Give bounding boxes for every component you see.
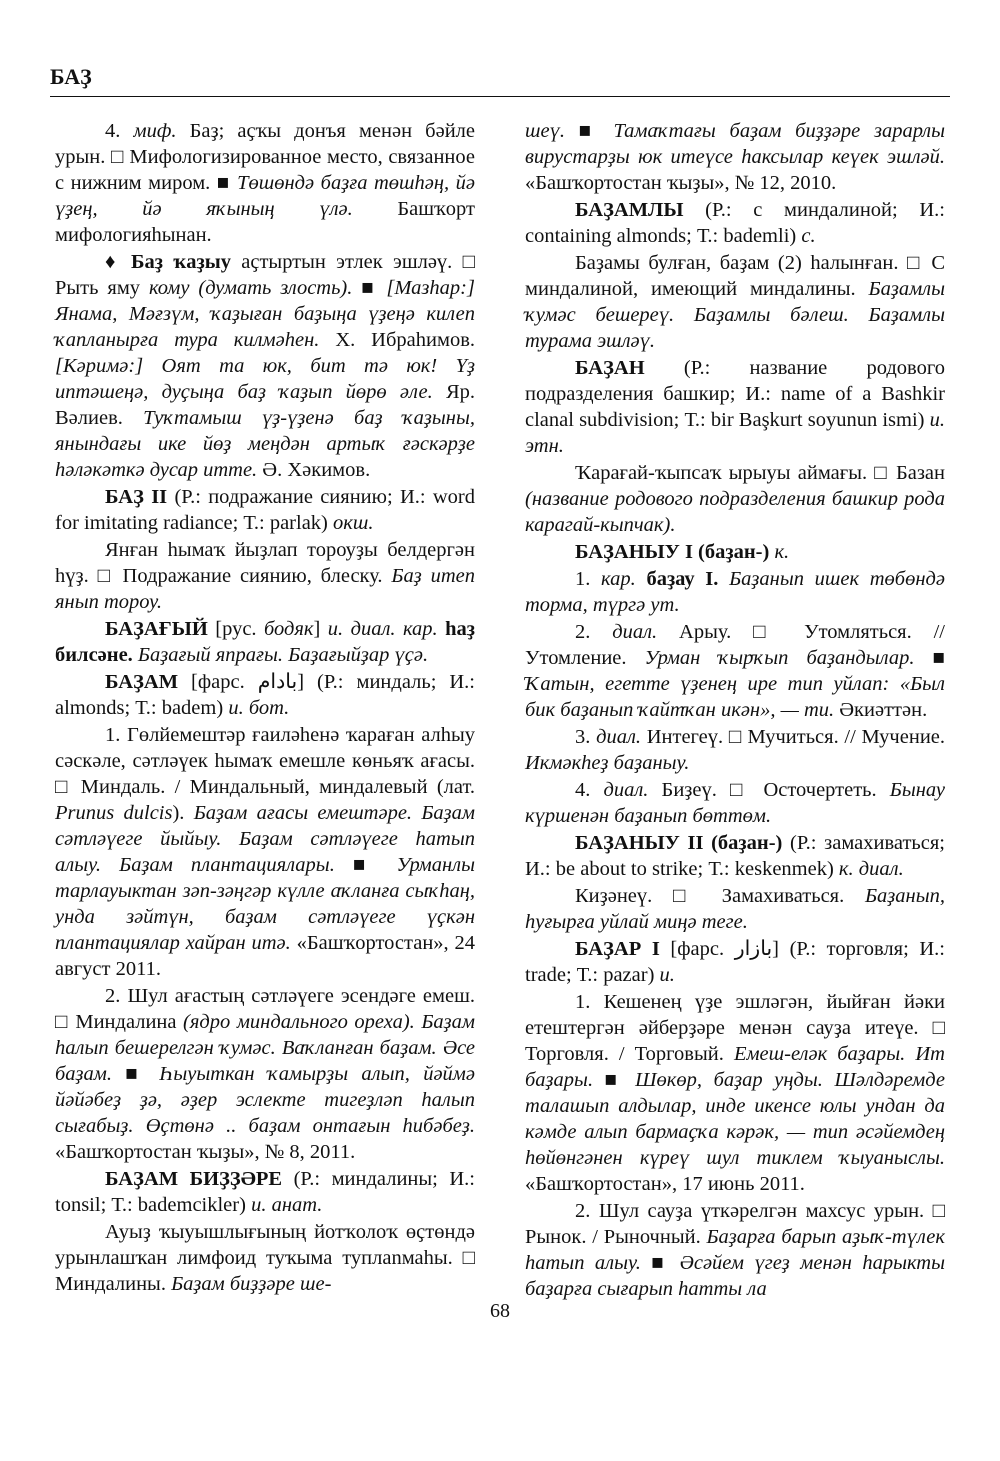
italic-text: с. bbox=[801, 225, 816, 247]
dictionary-entry bbox=[525, 250, 945, 354]
entry-text: ■ bbox=[334, 854, 397, 876]
italic-text: Prunus dulcis bbox=[55, 802, 173, 824]
italic-text: Ҡатын, егетте үҙенең ире тип уйлап: «Был бик баҙанып ҡайтҡан икән», — ти. bbox=[525, 673, 945, 721]
left-column bbox=[55, 118, 475, 1298]
dictionary-entry bbox=[525, 566, 945, 618]
dictionary-entry bbox=[525, 724, 945, 776]
entry-text: (Р.: с миндалиной; И.: containing almonds; Т.: bademli) bbox=[525, 199, 945, 247]
headword: БАҘАН bbox=[575, 357, 645, 379]
entry-text: «Башҡортостан», 24 август 2011. bbox=[55, 932, 475, 980]
dictionary-entry bbox=[525, 777, 945, 829]
entry-text: 3. bbox=[575, 726, 597, 748]
dictionary-entry bbox=[525, 460, 945, 538]
dictionary-entry bbox=[55, 1219, 475, 1297]
italic-text: шеү. bbox=[525, 120, 565, 142]
headword: БАҘАНЫУ I (баҙан-) bbox=[575, 541, 770, 563]
entry-text: ■ bbox=[640, 1252, 680, 1274]
entry-text: «Башҡортостан», 17 июнь 2011. bbox=[525, 1173, 805, 1195]
running-head: БАҘ bbox=[50, 64, 92, 89]
italic-text: и. bbox=[659, 964, 675, 986]
entry-text: Ауыҙ ҡыуышлығының йотҡолоҡ өҫтөндә урынлашҡан лимфоид туҡыма туплanмаһы. □ Миндалины. bbox=[55, 1221, 475, 1295]
italic-text: кар. bbox=[601, 568, 636, 590]
entry-text: 1. Кешенең үҙе эшләгән, йыйған йәки етештергән әйберҙәре менән сауҙа итеүе. □ Торговля. / Торговый. bbox=[525, 991, 945, 1065]
dictionary-entry bbox=[55, 616, 475, 668]
italic-text: и. бот. bbox=[228, 697, 290, 719]
entry-text: ■ bbox=[914, 647, 945, 669]
entry-text: 2. bbox=[575, 621, 613, 643]
italic-text: Әсәйем үгеҙ менән һарыкты баҙарға сығарып һатты ла bbox=[525, 1252, 945, 1300]
headword: БАҘАМЛЫ bbox=[575, 199, 684, 221]
italic-text: Урман ҡырҡып баҙандылар. bbox=[644, 647, 915, 669]
entry-text: (Р.: подражание сиянию; И.: word for imitating radiance; Т.: parlak) bbox=[55, 486, 475, 534]
dictionary-entry bbox=[525, 1198, 945, 1302]
entry-text: [рус. bbox=[207, 618, 264, 640]
entry-text: ] bbox=[313, 618, 328, 640]
dictionary-entry bbox=[525, 197, 945, 249]
italic-text: Баҙамлы ҡумәс бешереү. Баҙамлы бәлеш. Баҙамлы турама эшләү. bbox=[525, 278, 945, 352]
entry-text: [фарс. بادام] (Р.: миндаль; И.: almonds; Т.: badem) bbox=[55, 671, 476, 719]
entry-text: Баҙамы булған, баҙам (2) һалынған. □ С миндалиной, имеющий миндалины. bbox=[525, 252, 945, 300]
entry-text bbox=[438, 618, 445, 640]
dictionary-entry bbox=[55, 249, 475, 483]
headword: БАҘАР I bbox=[575, 938, 660, 960]
italic-text: миф. bbox=[133, 120, 177, 142]
italic-text: Төшөндә баҙға төшһәң, йә үҙең, йә яҡының үлә. bbox=[55, 172, 475, 220]
headword: БАҘАМ БИҘҘӘРЕ bbox=[105, 1168, 283, 1190]
headword: БАҘ II bbox=[105, 486, 168, 508]
header-rule bbox=[50, 96, 950, 97]
entry-text: Интегеү. □ Мучиться. // Мучение. bbox=[641, 726, 946, 748]
italic-text: кому (думать злость). bbox=[148, 277, 353, 299]
dictionary-entry bbox=[525, 539, 945, 565]
entry-text: Янған һымаҡ йыҙлап тороуҙы белдергән һүҙ. □ Подражание сиянию, блеску. bbox=[55, 539, 475, 587]
dictionary-entry bbox=[55, 537, 475, 615]
italic-text: Тамаҡтағы баҙам биҙҙәре зарарлы вирустарҙы юк итеүсе һаксылар кеүек эшләй. bbox=[525, 120, 945, 168]
dictionary-entry bbox=[525, 883, 945, 935]
entry-text: Х. Ибраһимов. bbox=[319, 329, 476, 351]
dictionary-entry bbox=[525, 936, 945, 988]
entry-text: [фарс. بازار] (Р.: торговля; И.: trade; Т.: pazar) bbox=[525, 938, 945, 986]
entry-text: «Башҡортостан ҡыҙы», № 8, 2011. bbox=[55, 1141, 356, 1163]
entry-text: Биҙеү. □ Осточертеть. bbox=[648, 779, 890, 801]
italic-text: Баҙ итеп янып тороу. bbox=[55, 565, 475, 613]
italic-text: Баҙанып ишек төбөндә торма, түргә ут. bbox=[525, 568, 945, 616]
italic-text: (ядро миндального ореха). Баҙам һалып бешерелгән ҡумәс. Ваҡланған баҙам. Әсе баҙам. bbox=[55, 1011, 475, 1085]
headword: БАҘАМ bbox=[105, 671, 179, 693]
entry-text: Башҡорт мифологияһынан. bbox=[55, 198, 475, 246]
entry-text: ■ bbox=[564, 120, 614, 142]
entry-text: (Р.: название родового подразделения башкир; И.: name of a Bashkir clanal subdivision; Т.: bir Başkurt soyunun ismi) bbox=[525, 357, 945, 431]
italic-text: (название родового подразделения башкир рода карагай-кыпчак). bbox=[525, 488, 945, 536]
entry-text: аҫтыртын этлек эшләү. □ Рыть яму bbox=[55, 251, 475, 299]
headword: баҙау I. bbox=[646, 568, 719, 590]
entry-text: Ә. Хәкимов. bbox=[257, 459, 371, 481]
entry-text: Баҙ; аҫҡы донъя менән бәйле урын. □ Мифологизированное место, связанное с нижним миром. ■ bbox=[55, 120, 476, 194]
italic-text: Баҙанып, һуғырға уйлай миңә теге. bbox=[525, 885, 945, 933]
dictionary-entry bbox=[55, 118, 475, 248]
italic-text: диал. bbox=[612, 621, 658, 643]
entry-text: 2. Шул сауҙа үткәрелгән махсус урын. □ Рынок. / Рыночный. bbox=[525, 1200, 945, 1248]
italic-text: Баҙам ағасы емештәре. Баҙам сәтләүеге йыйыу. Баҙам сәтләүеге һатып алыу. Баҙам плантациялары. bbox=[55, 802, 476, 876]
headword: һаҙ билсәне. bbox=[55, 618, 475, 666]
entry-text bbox=[718, 568, 729, 590]
entry-text bbox=[636, 568, 647, 590]
entry-text: (Р.: замахиваться; И.: be about to strike; Т.: keskenmek) bbox=[525, 832, 945, 880]
entry-text: 1. Гөлйемештәр ғаиләһенә ҡараған алһыу сәскәле, сәтләүек һымаҡ емешле көньяҡ ағасы. □ Миндаль. / Миндальный, миндалевый (лат. bbox=[55, 724, 475, 798]
entry-text: Арыу. □ Утомляться. // Утомление. bbox=[525, 621, 945, 669]
entry-text: Киҙәнеү. □ Замахиваться. bbox=[575, 885, 865, 907]
dictionary-entry bbox=[55, 1166, 475, 1218]
italic-text: Баҙам биҙҙәре ше- bbox=[171, 1273, 332, 1295]
italic-text: Һыуыткан ҡамырҙы алып, йәймә йәйәбеҙ ҙә, әҙер эслекте тигеҙләп һалып сығабыҙ. Өҫтөнә .. баҙам онтағын һибәбеҙ. bbox=[55, 1063, 475, 1137]
italic-text: Шөкөр, баҙар уңды. Шәлдәремде талашып алдылар, инде икенсе юлы ундан да кәмде алып бармаҫҡа кәрәк, — тип әсәйемдең һөйөнгәнен күреү шул тиклем ҡыуаныслы. bbox=[525, 1069, 945, 1169]
italic-text: [Мазһар:] Янама, Мәғзүм, ҡаҙыған баҙыңа үҙеңә килеп ҡапланырға тура килмәһен. bbox=[55, 277, 475, 351]
dictionary-entry bbox=[525, 118, 945, 196]
entry-text: ■ bbox=[593, 1069, 636, 1091]
headword: Баҙ ҡаҙыу bbox=[130, 251, 231, 273]
italic-text: диал. bbox=[596, 726, 642, 748]
italic-text: и. анат. bbox=[251, 1194, 323, 1216]
entry-text: 4. bbox=[105, 120, 134, 142]
italic-text: и. диал. кар. bbox=[327, 618, 438, 640]
entry-text: Яр. Вәлиев. bbox=[55, 381, 475, 429]
entry-text: 2. Шул ағастың сәтләүеге эсендәге емеш. □ Миндалина bbox=[55, 985, 475, 1033]
entry-text: Ҡарағай-ҡыпсаҡ ырыуы аймағы. □ Базан bbox=[575, 462, 945, 484]
entry-text: ■ bbox=[112, 1063, 160, 1085]
dictionary-entry bbox=[55, 722, 475, 982]
page-number: 68 bbox=[490, 1300, 510, 1322]
italic-text: диал. bbox=[603, 779, 649, 801]
italic-text: Баҙағый япрағы. Баҙағыйҙар үҫә. bbox=[137, 644, 429, 666]
italic-text: Икмәкһеҙ баҙаныу. bbox=[525, 752, 690, 774]
italic-text: к. bbox=[774, 541, 790, 563]
dictionary-entry bbox=[525, 355, 945, 459]
right-column bbox=[525, 118, 945, 1303]
italic-text: бодяк bbox=[264, 618, 314, 640]
dictionary-entry bbox=[525, 830, 945, 882]
dictionary-entry bbox=[525, 989, 945, 1197]
entry-text: «Башҡортостан ҡыҙы», № 12, 2010. bbox=[525, 172, 837, 194]
italic-text: Емеш-еләк баҙары. Ит баҙары. bbox=[525, 1043, 945, 1091]
italic-text: [Кәримә:] Оят та юк, бит тә юк! Үҙ иптәшеңә, дуҫыңа баҙ ҡаҙып йөрө әле. bbox=[55, 355, 475, 403]
italic-text: и. этн. bbox=[525, 409, 945, 457]
entry-text: 1. bbox=[575, 568, 602, 590]
entry-text: 4. bbox=[575, 779, 604, 801]
italic-text: Туҡтамыш үҙ-үҙенә баҙ ҡаҙыны, янындағы ике йөҙ меңдән артыҡ ғәскәрҙе һәләкәткә дусар итте. bbox=[55, 407, 475, 481]
dictionary-entry bbox=[55, 669, 475, 721]
entry-text: (Р.: миндалины; И.: tonsil; Т.: bademcikler) bbox=[55, 1168, 475, 1216]
italic-text: Урманлы тарлауыктан зәп-зәңгәр күлле аҡланға сыҡһаң, унда зәйтүн, баҙам сәтләүеге үҫкән плантациялар хайран итә. bbox=[55, 854, 475, 954]
entry-text: Әкиәттән. bbox=[834, 699, 928, 721]
italic-text: Баҙарға барып аҙыҡ-түлек һатып алыу. bbox=[525, 1226, 945, 1274]
headword: БАҘАҒЫЙ bbox=[105, 618, 208, 640]
italic-text: к. диал. bbox=[838, 858, 904, 880]
dictionary-entry bbox=[55, 484, 475, 536]
entry-text: ■ bbox=[352, 277, 387, 299]
italic-text: Бынау күршенән баҙанып бөттөм. bbox=[525, 779, 946, 827]
entry-text: ). bbox=[172, 802, 194, 824]
dictionary-entry bbox=[55, 983, 475, 1165]
italic-text: окш. bbox=[333, 512, 374, 534]
headword: БАҘАНЫУ II (баҙан-) bbox=[575, 832, 783, 854]
entry-text: ♦ bbox=[105, 251, 131, 273]
dictionary-entry bbox=[525, 619, 945, 723]
